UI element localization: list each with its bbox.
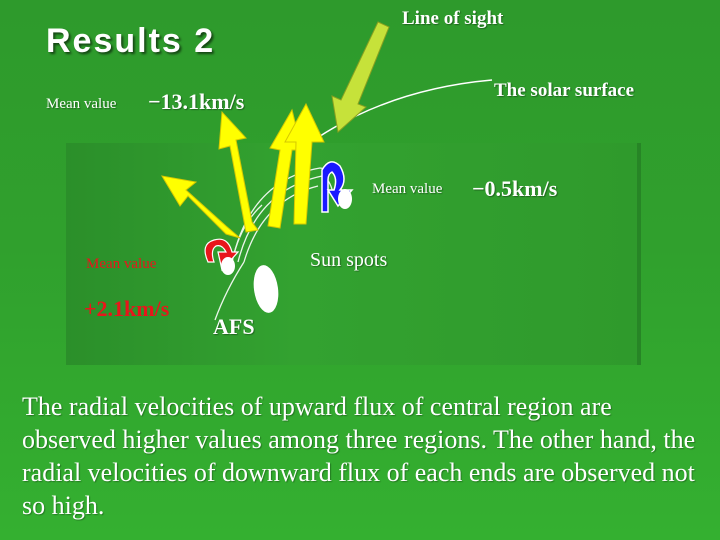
- mean-bottom-label: Mean value: [86, 256, 157, 272]
- sunspot-center: [251, 264, 281, 315]
- sunspot-left: [221, 257, 235, 275]
- mean-bottom-value: +2.1km/s: [84, 296, 170, 321]
- upward-flux-arrows: [162, 104, 324, 238]
- afs-label: AFS: [213, 314, 255, 339]
- line-of-sight-arrow: [332, 22, 389, 132]
- mean-right-label: Mean value: [372, 181, 443, 197]
- caption-text: The radial velocities of upward flux of central region are observed higher values among three regions. The other hand, the radial velocities of downward flux of each ends are observed not so high.: [22, 392, 696, 520]
- solar-surface-label: The solar surface: [494, 80, 635, 101]
- solar-surface-curve: [300, 80, 492, 150]
- mean-left-value: −13.1km/s: [148, 89, 245, 114]
- line-of-sight-label: Line of sight: [402, 8, 504, 29]
- sun-spots-label: Sun spots: [310, 249, 388, 271]
- yellow-arrow-left: [162, 176, 240, 238]
- mean-right-value: −0.5km/s: [472, 176, 558, 201]
- yellow-arrow-center-left: [219, 112, 258, 232]
- slide-title: Results 2: [46, 22, 216, 60]
- sunspot-right: [338, 189, 352, 209]
- mean-left-label: Mean value: [46, 96, 117, 112]
